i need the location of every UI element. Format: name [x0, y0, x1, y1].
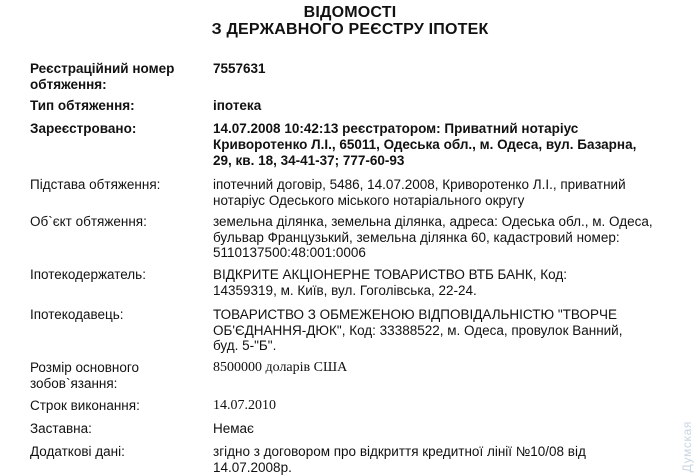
record-label: Об`єкт обтяження:: [30, 214, 147, 229]
record-label: Іпотекодержатель:: [30, 267, 146, 282]
record-value: ВІДКРИТЕ АКЦІОНЕРНЕ ТОВАРИСТВО ВТБ БАНК, Код: 14359319, м. Київ, вул. Гоголівська, 22-24.: [213, 267, 567, 298]
record-label: Реєстраційний номер обтяження:: [30, 61, 175, 92]
watermark-logo: Думская: [680, 420, 694, 472]
record-label: Строк виконання:: [30, 398, 140, 413]
record-value: ТОВАРИСТВО З ОБМЕЖЕНОЮ ВІДПОВІДАЛЬНІСТЮ "ТВОРЧЕ ОБ'ЄДНАННЯ-ДЮК", Код: 33388522, м. Одеса, провулок Ванний, буд. 5-"Б".: [213, 307, 623, 353]
record-value: 8500000 доларів США: [213, 360, 348, 375]
record-value: 14.07.2008 10:42:13 реєстратором: Приватний нотаріус Криворотенко Л.І., 65011, Одеська обл., м. Одеса, вул. Базарна, 29, кв. 18, 34-41-37; 777-60-93: [213, 121, 637, 168]
record-value: 14.07.2010: [213, 398, 276, 413]
title-line-2: З ДЕРЖАВНОГО РЕЄСТРУ ІПОТЕК: [211, 21, 489, 38]
record-label: Заставна:: [30, 421, 92, 436]
record-label: Зареєстровано:: [30, 121, 137, 136]
title-line-1: ВІДОМОСТІ: [303, 4, 397, 21]
record-value: 7557631: [213, 61, 266, 76]
record-label: Розмір основного зобов`язання:: [30, 360, 139, 391]
record-value: іпотечний договір, 5486, 14.07.2008, Криворотенко Л.І., приватний нотаріус Одеського міського нотаріального округу: [213, 177, 626, 208]
record-label: Додаткові дані:: [30, 444, 125, 459]
record-label: Підстава обтяження:: [30, 177, 161, 192]
record-label: Тип обтяження:: [30, 98, 135, 113]
record-label: Іпотекодавець:: [30, 307, 124, 322]
record-value: згідно з договором про відкриття кредитної лінії №10/08 від 14.07.2008р.: [213, 444, 586, 475]
record-value: земельна ділянка, земельна ділянка, адреса: Одеська обл., м. Одеса, бульвар Французький, земельна ділянка 60, кадастровий номер: 5110137500:48:001:0006: [213, 214, 653, 260]
record-value: Немає: [213, 421, 254, 436]
record-value: іпотека: [213, 98, 262, 113]
